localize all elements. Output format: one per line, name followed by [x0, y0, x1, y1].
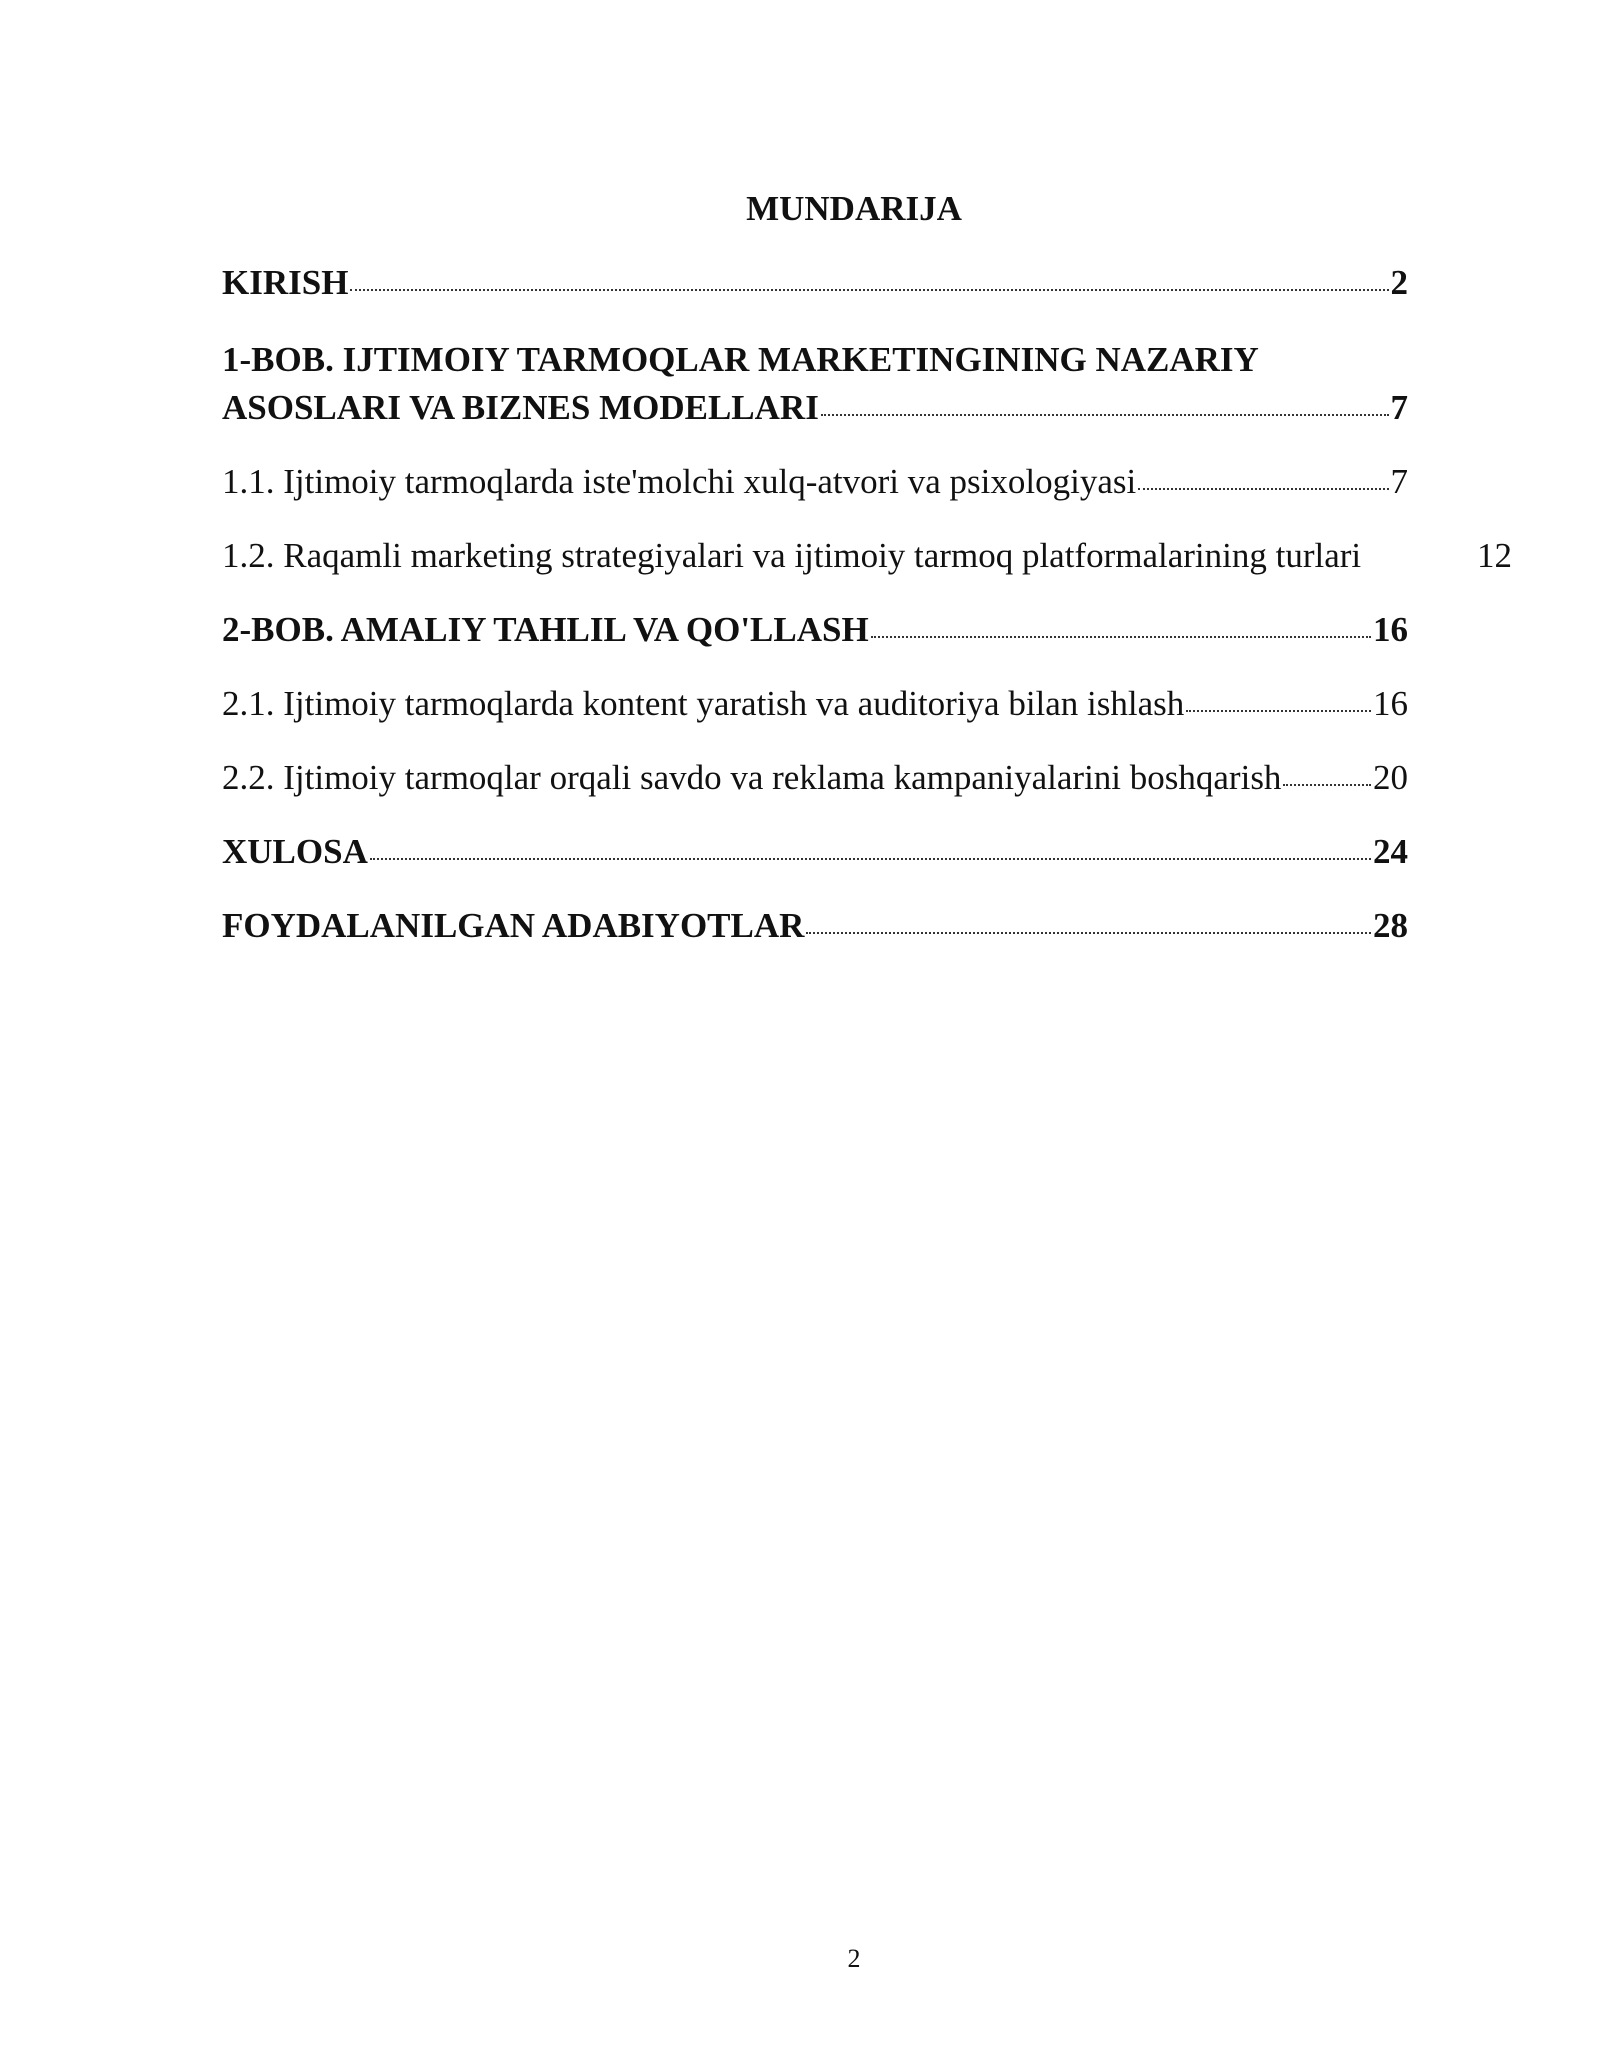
toc-entry-page: 16	[1373, 610, 1408, 649]
toc-entry-xulosa[interactable]	[222, 828, 1408, 876]
toc-entry-chapter2[interactable]	[222, 606, 1408, 654]
dot-leader	[1283, 784, 1371, 786]
toc-entry-page: 7	[1390, 462, 1408, 501]
toc-entry-1-2[interactable]	[222, 532, 1512, 580]
toc-entry-label: ASOSLARI VA BIZNES MODELLARI	[222, 388, 819, 427]
toc-entry-label: 1.1. Ijtimoiy tarmoqlarda iste'molchi xulq-atvori va psixologiyasi	[222, 462, 1137, 501]
dot-leader	[821, 414, 1389, 416]
toc-entry-references[interactable]	[222, 902, 1408, 950]
dot-leader	[350, 289, 1388, 291]
toc-entry-page: 20	[1373, 758, 1408, 797]
toc-entry-chapter1[interactable]	[222, 384, 1408, 432]
toc-entry-2-2[interactable]	[222, 754, 1408, 802]
dot-leader	[1186, 710, 1371, 712]
toc-entry-label: 1.2. Raqamli marketing strategiyalari va ijtimoiy tarmoq platformalarining turlari	[222, 536, 1362, 575]
toc-entry-page: 28	[1373, 906, 1408, 945]
toc-entry-2-1[interactable]	[222, 680, 1408, 728]
dot-leader	[1138, 488, 1388, 490]
toc-entry-1-1[interactable]	[222, 458, 1408, 506]
footer-page-number: 2	[847, 1944, 861, 1973]
toc-entry-page: 24	[1373, 832, 1408, 871]
dot-leader	[370, 858, 1371, 860]
dot-leader	[871, 636, 1371, 638]
toc-entry-page: 12	[1477, 536, 1512, 575]
toc-entry-label: 2.1. Ijtimoiy tarmoqlarda kontent yaratish va auditoriya bilan ishlash	[222, 684, 1185, 723]
toc-entry-label: XULOSA	[222, 832, 368, 871]
toc-entry-kirish[interactable]	[222, 259, 1408, 307]
page-title: MUNDARIJA	[746, 189, 962, 228]
toc-entry-page: 16	[1373, 684, 1408, 723]
dot-leader	[806, 932, 1371, 934]
toc-entry-label: KIRISH	[222, 263, 349, 302]
toc-entry-chapter1-line1[interactable]: 1-BOB. IJTIMOIY TARMOQLAR MARKETINGINING NAZARIY	[222, 340, 1259, 379]
toc-entry-label: 2.2. Ijtimoiy tarmoqlar orqali savdo va reklama kampaniyalarini boshqarish	[222, 758, 1282, 797]
toc-entry-label: FOYDALANILGAN ADABIYOTLAR	[222, 906, 805, 945]
toc-entry-page: 7	[1390, 388, 1408, 427]
toc-entry-page: 2	[1390, 263, 1408, 302]
toc-entry-label: 2-BOB. AMALIY TAHLIL VA QO'LLASH	[222, 610, 869, 649]
